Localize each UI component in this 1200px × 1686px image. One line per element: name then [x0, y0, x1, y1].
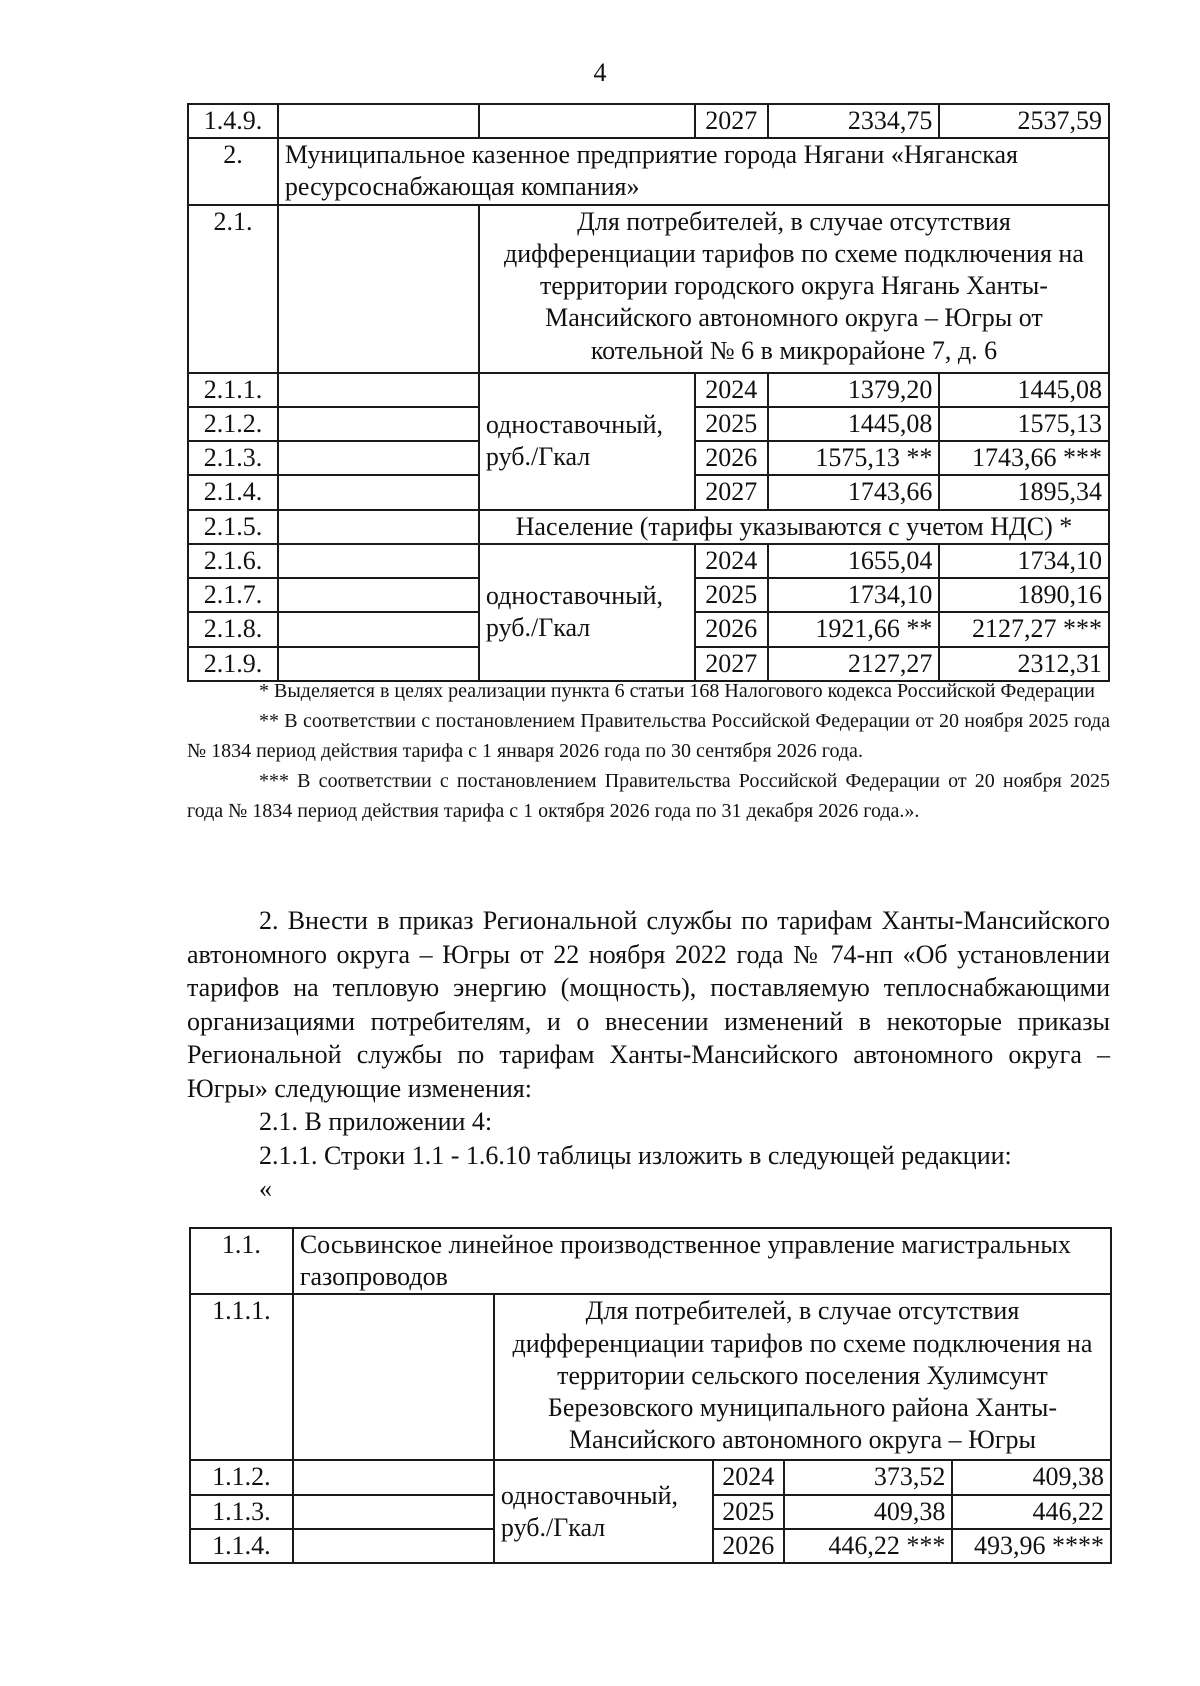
- table-row: [188, 104, 1109, 138]
- tariff-value: 2537,59: [939, 104, 1109, 138]
- empty-cell: [278, 612, 479, 646]
- page-number: 4: [593, 58, 607, 87]
- empty-cell: [278, 205, 479, 373]
- row-number: 2.1.5.: [188, 510, 278, 544]
- tariff-table-1: [187, 103, 1110, 682]
- row-number: 1.1.2.: [190, 1460, 293, 1494]
- table-row: [190, 1228, 1111, 1294]
- tariff-value: 409,38: [952, 1460, 1111, 1494]
- tariff-value: 1895,34: [939, 475, 1109, 509]
- paragraph: 2.1.1. Строки 1.1 - 1.6.10 таблицы изложить в следующей редакции:: [259, 1140, 1012, 1170]
- organization-name: Сосьвинское линейное производственное управление магистральных газопроводов: [293, 1228, 1111, 1294]
- row-number: 2.1.4.: [188, 475, 278, 509]
- year-cell: 2024: [695, 544, 768, 578]
- year-cell: 2027: [695, 647, 768, 681]
- tariff-value: 409,38: [784, 1495, 953, 1529]
- empty-cell: [293, 1495, 494, 1529]
- table-row: [190, 1294, 1111, 1460]
- empty-cell: [293, 1460, 494, 1494]
- year-cell: 2026: [695, 441, 768, 475]
- table-row: [188, 373, 1109, 407]
- table-row: [188, 510, 1109, 544]
- row-number: 1.4.9.: [188, 104, 278, 138]
- tariff-value: 493,96 ****: [952, 1529, 1111, 1563]
- table-row: [190, 1460, 1111, 1494]
- paragraph: 2. Внести в приказ Региональной службы по тарифам Ханты-Мансийского автономного округа – Югры от 22 ноября 2022 года № 74-нп «Об установлении тарифов на тепловую энергию (мощность), поставляемую теплоснабжающими организациями потребителям, и о внесении изменений в некоторые приказы Региональной службы по тарифам Ханты-Мансийского автономного округа – Югры» следующие изменения:: [187, 906, 1110, 1103]
- tariff-value: 1890,16: [939, 578, 1109, 612]
- body-text: [187, 904, 1110, 1206]
- row-number: 2.1.9.: [188, 647, 278, 681]
- paragraph: 2.1. В приложении 4:: [259, 1107, 493, 1137]
- table-row: [188, 205, 1109, 373]
- empty-cell: [278, 373, 479, 407]
- tariff-value: 1743,66: [768, 475, 940, 509]
- table-row: [188, 544, 1109, 578]
- empty-cell: [278, 441, 479, 475]
- tariff-value: 1734,10: [768, 578, 940, 612]
- tariff-value: 2127,27 ***: [939, 612, 1109, 646]
- tariff-value: 1734,10: [939, 544, 1109, 578]
- footnote: *** В соответствии с постановлением Правительства Российской Федерации от 20 ноября 2025 года № 1834 период действия тарифа с 1 октября 2026 года по 31 декабря 2026 года.».: [187, 770, 1110, 822]
- year-cell: 2027: [695, 475, 768, 509]
- row-number: 2.: [188, 138, 278, 204]
- row-number: 1.1.3.: [190, 1495, 293, 1529]
- year-cell: 2025: [695, 407, 768, 441]
- tariff-value: 2312,31: [939, 647, 1109, 681]
- consumer-group: Для потребителей, в случае отсутствия дифференциации тарифов по схеме подключения на территории городского округа Нягань Ханты-Мансийского автономного округа – Югры от котельной № 6 в микрорайоне 7, д. 6: [479, 205, 1109, 373]
- tariff-value: 1445,08: [939, 373, 1109, 407]
- row-number: 1.1.4.: [190, 1529, 293, 1563]
- year-cell: 2026: [695, 612, 768, 646]
- empty-cell: [278, 475, 479, 509]
- row-number: 2.1.6.: [188, 544, 278, 578]
- tariff-type: одноставочный, руб./Гкал: [494, 1460, 713, 1563]
- year-cell: 2027: [695, 104, 768, 138]
- footnotes: [187, 676, 1110, 826]
- footnote: * Выделяется в целях реализации пункта 6 статьи 168 Налогового кодекса Российской Федерации: [259, 680, 1096, 702]
- tariff-type: одноставочный, руб./Гкал: [479, 373, 695, 510]
- organization-name: Муниципальное казенное предприятие города Нягани «Няганская ресурсоснабжающая компания»: [278, 138, 1109, 204]
- year-cell: 2026: [713, 1529, 784, 1563]
- tariff-value: 1575,13 **: [768, 441, 940, 475]
- tariff-value: 1743,66 ***: [939, 441, 1109, 475]
- year-cell: 2025: [695, 578, 768, 612]
- consumer-group: Для потребителей, в случае отсутствия дифференциации тарифов по схеме подключения на территории сельского поселения Хулимсунт Березовского муниципального района Ханты-Мансийского автономного округа – Югры: [494, 1294, 1111, 1460]
- tariff-value: 373,52: [784, 1460, 953, 1494]
- year-cell: 2025: [713, 1495, 784, 1529]
- tariff-value: 446,22 ***: [784, 1529, 953, 1563]
- row-number: 1.1.: [190, 1228, 293, 1294]
- row-number: 2.1.3.: [188, 441, 278, 475]
- empty-cell: [278, 510, 479, 544]
- empty-cell: [293, 1294, 494, 1460]
- year-cell: 2024: [695, 373, 768, 407]
- row-number: 1.1.1.: [190, 1294, 293, 1460]
- empty-cell: [278, 544, 479, 578]
- tariff-value: 1921,66 **: [768, 612, 940, 646]
- tariff-value: 1655,04: [768, 544, 940, 578]
- row-number: 2.1.1.: [188, 373, 278, 407]
- tariff-value: 1379,20: [768, 373, 940, 407]
- row-number: 2.1.7.: [188, 578, 278, 612]
- tariff-value: 1575,13: [939, 407, 1109, 441]
- tariff-table-2: [189, 1227, 1112, 1564]
- empty-cell: [293, 1529, 494, 1563]
- empty-cell: [278, 104, 479, 138]
- tariff-type: одноставочный, руб./Гкал: [479, 544, 695, 681]
- year-cell: 2024: [713, 1460, 784, 1494]
- row-number: 2.1.: [188, 205, 278, 373]
- footnote: ** В соответствии с постановлением Правительства Российской Федерации от 20 ноября 2025 года № 1834 период действия тарифа с 1 января 2026 года по 30 сентября 2026 года.: [187, 710, 1110, 762]
- empty-cell: [278, 578, 479, 612]
- tariff-value: 446,22: [952, 1495, 1111, 1529]
- table-row: [188, 138, 1109, 204]
- quote-mark: «: [259, 1174, 272, 1204]
- empty-cell: [278, 407, 479, 441]
- consumer-group: Население (тарифы указываются с учетом НДС) *: [479, 510, 1109, 544]
- row-number: 2.1.8.: [188, 612, 278, 646]
- tariff-value: 2127,27: [768, 647, 940, 681]
- tariff-value: 1445,08: [768, 407, 940, 441]
- tariff-value: 2334,75: [768, 104, 940, 138]
- row-number: 2.1.2.: [188, 407, 278, 441]
- empty-cell: [479, 104, 695, 138]
